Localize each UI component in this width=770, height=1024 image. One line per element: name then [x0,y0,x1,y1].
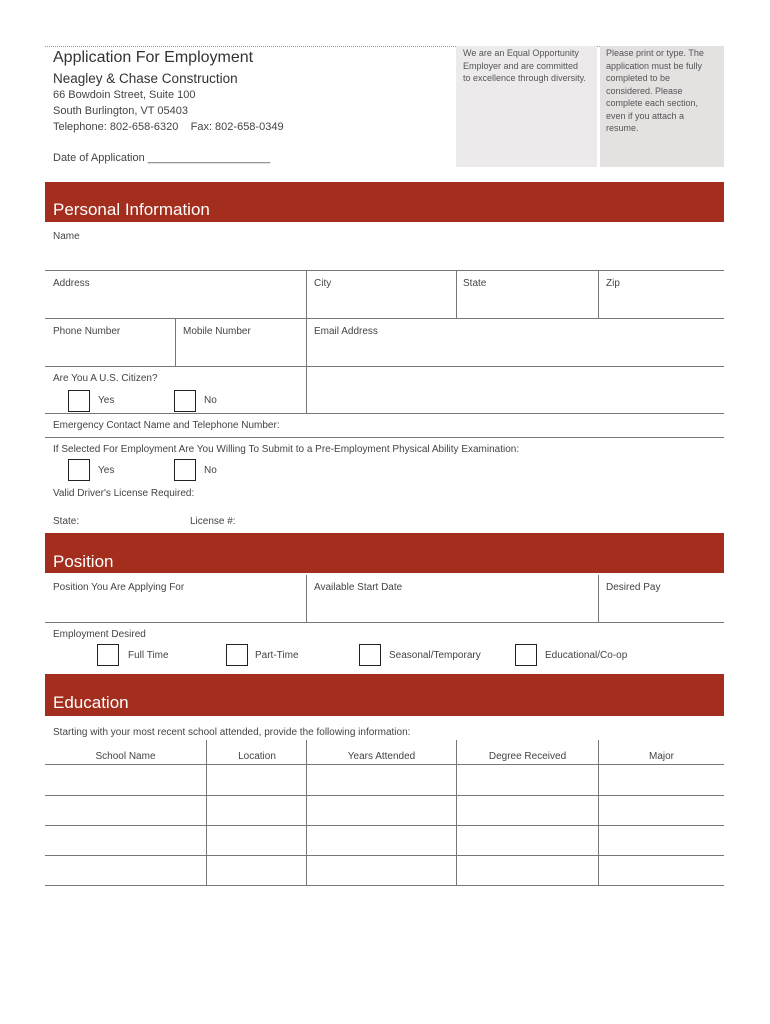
seasonal-temporary-checkbox[interactable] [359,644,381,666]
citizen-yes-checkbox[interactable] [68,390,90,412]
education-bar [45,674,724,716]
physical-yes-checkbox[interactable] [68,459,90,481]
educational-coop-label: Educational/Co-op [545,650,628,661]
part-time-label: Part-Time [255,650,299,661]
position-heading: Position [53,552,114,571]
col-divider [306,575,307,622]
citizen-no-checkbox[interactable] [174,390,196,412]
name-field[interactable] [45,228,724,270]
company-address-line1: 66 Bowdoin Street, Suite 100 [53,89,196,101]
col-divider [456,271,457,318]
physical-yes-label: Yes [98,465,115,476]
city-label: City [314,278,332,289]
part-time-checkbox[interactable] [226,644,248,666]
table-row[interactable] [45,796,724,824]
state-label: State [463,278,487,289]
start-date-label: Available Start Date [314,582,403,593]
col-divider [306,319,307,366]
mobile-field[interactable] [176,319,306,365]
state-field[interactable] [457,271,598,317]
email-label: Email Address [314,326,378,337]
physical-no-checkbox[interactable] [174,459,196,481]
company-phone-fax: Telephone: 802-658-6320 Fax: 802-658-0349 [53,121,284,133]
table-row-divider [45,885,724,886]
mobile-label: Mobile Number [183,326,251,337]
column-header-school-name: School Name [95,751,156,762]
education-instruction: Starting with your most recent school attended, provide the following information: [53,727,411,738]
print-note: Please print or type. The application must be fully completed to be considered. Please complete each section, even if you attach a resume. [606,48,704,133]
position-applying-label: Position You Are Applying For [53,582,185,593]
full-time-checkbox[interactable] [97,644,119,666]
license-state-label[interactable]: State: [53,516,80,527]
license-number-label[interactable]: License #: [190,516,236,527]
personal-info-heading: Personal Information [53,200,210,219]
date-of-application[interactable]: Date of Application ____________________ [53,152,271,164]
address-field[interactable] [45,271,306,317]
phone-label: Phone Number [53,326,121,337]
license-question: Valid Driver's License Required: [53,488,195,499]
desired-pay-field[interactable] [599,575,724,621]
row-divider [45,622,724,623]
company-name: Neagley & Chase Construction [53,71,238,86]
table-row[interactable] [45,856,724,884]
form-title: Application For Employment [53,49,254,66]
education-heading: Education [53,693,129,712]
position-bar [45,533,724,573]
emergency-contact-field[interactable] [45,414,724,436]
employment-desired-label: Employment Desired [53,629,146,640]
row-divider [45,437,724,438]
full-time-label: Full Time [128,650,169,661]
desired-pay-label: Desired Pay [606,582,661,593]
physical-no-label: No [204,465,217,476]
column-header-major: Major [648,751,674,762]
emergency-contact-label: Emergency Contact Name and Telephone Number: [53,420,280,431]
row-divider [45,366,724,367]
email-field[interactable] [307,319,724,365]
start-date-field[interactable] [307,575,598,621]
column-header-years-attended: Years Attended [347,751,416,762]
seasonal-temporary-label: Seasonal/Temporary [389,650,481,661]
column-header-location: Location [238,751,276,762]
physical-exam-question: If Selected For Employment Are You Willing To Submit to a Pre-Employment Physical Ability Examination: [53,444,520,455]
col-divider [598,575,599,622]
col-divider [306,271,307,318]
table-row[interactable] [45,826,724,854]
col-divider [175,319,176,366]
company-address-line2: South Burlington, VT 05403 [53,105,188,117]
zip-field[interactable] [599,271,724,317]
citizen-yes-label: Yes [98,395,115,406]
col-divider [306,367,307,413]
city-field[interactable] [307,271,456,317]
col-divider [598,271,599,318]
citizen-question: Are You A U.S. Citizen? [53,373,158,384]
eeo-note: We are an Equal Opportunity Employer and are committed to excellence through diversity. [463,48,586,83]
zip-label: Zip [606,278,620,289]
position-applying-field[interactable] [45,575,306,621]
name-label: Name [53,231,80,242]
citizen-no-label: No [204,395,217,406]
phone-field[interactable] [45,319,175,365]
educational-coop-checkbox[interactable] [515,644,537,666]
column-header-degree-received: Degree Received [488,751,567,762]
table-row[interactable] [45,765,724,794]
address-label: Address [53,278,90,289]
